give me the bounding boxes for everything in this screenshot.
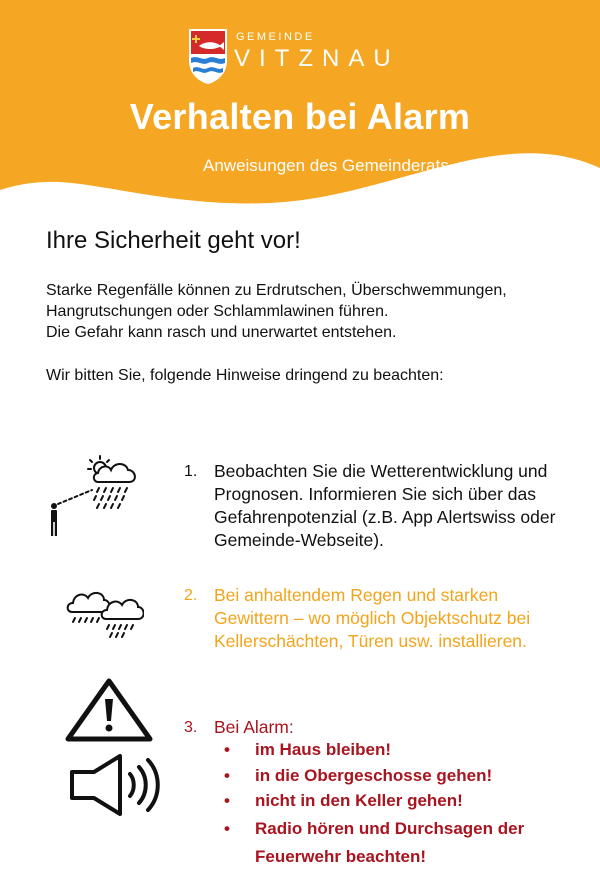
bullet-text: im Haus bleiben! [255, 740, 392, 759]
logo-text-main: VITZNAU [234, 45, 400, 72]
page-title: Verhalten bei Alarm [129, 96, 471, 137]
section-heading: Ihre Sicherheit geht vor! [46, 227, 301, 254]
rain-clouds-icon [66, 586, 144, 644]
item-text: Beobachten Sie die Wetterentwicklung und Prognosen. Informieren Sie sich über das Gefahrenpotenzial (z.B. App Alertswiss oder Gemeinde-Webseite). [214, 461, 556, 550]
item-number: 1. [184, 463, 198, 480]
logo-text-top: GEMEINDE [236, 31, 315, 43]
lead-text: Wir bitten Sie, folgende Hinweise dringend zu beachten: [46, 367, 444, 384]
bullet-text: in die Obergeschosse gehen! [255, 765, 493, 785]
warning-triangle-icon [64, 677, 154, 743]
item-text: Bei Alarm: [214, 717, 294, 737]
bullet-symbol: • [224, 765, 230, 785]
bullet-text: Radio hören und Durchsagen der Feuerwehr beachten! [255, 819, 525, 866]
item-number: 2. [184, 587, 198, 604]
list-item [222, 789, 555, 813]
bullet-text: nicht in den Keller gehen! [255, 791, 463, 810]
list-item [222, 738, 555, 762]
header-banner [0, 0, 600, 215]
municipality-logo [188, 28, 428, 88]
crest-icon [188, 28, 228, 84]
intro-line: Hangrutschungen oder Schlammlawinen führen. [46, 303, 389, 320]
bullet-symbol: • [224, 740, 230, 759]
list-item [222, 764, 555, 788]
intro-text [46, 280, 576, 343]
person-watching-weather-icon [44, 452, 144, 538]
intro-line: Starke Regenfälle können zu Erdrutschen, Überschwemmungen, [46, 282, 507, 299]
bullet-symbol: • [224, 791, 230, 810]
list-item [222, 815, 555, 871]
bullet-symbol: • [224, 819, 230, 838]
intro-line: Die Gefahr kann rasch und unerwartet entstehen. [46, 324, 397, 341]
loudspeaker-icon [68, 752, 164, 818]
page-subtitle: Anweisungen des Gemeinderats [203, 156, 449, 175]
alarm-bullet-list [222, 738, 555, 873]
item-text: Bei anhaltendem Regen und starken Gewittern – wo möglich Objektschutz bei Kellerschächten, Türen usw. installieren. [214, 585, 531, 651]
item-number: 3. [184, 719, 198, 736]
